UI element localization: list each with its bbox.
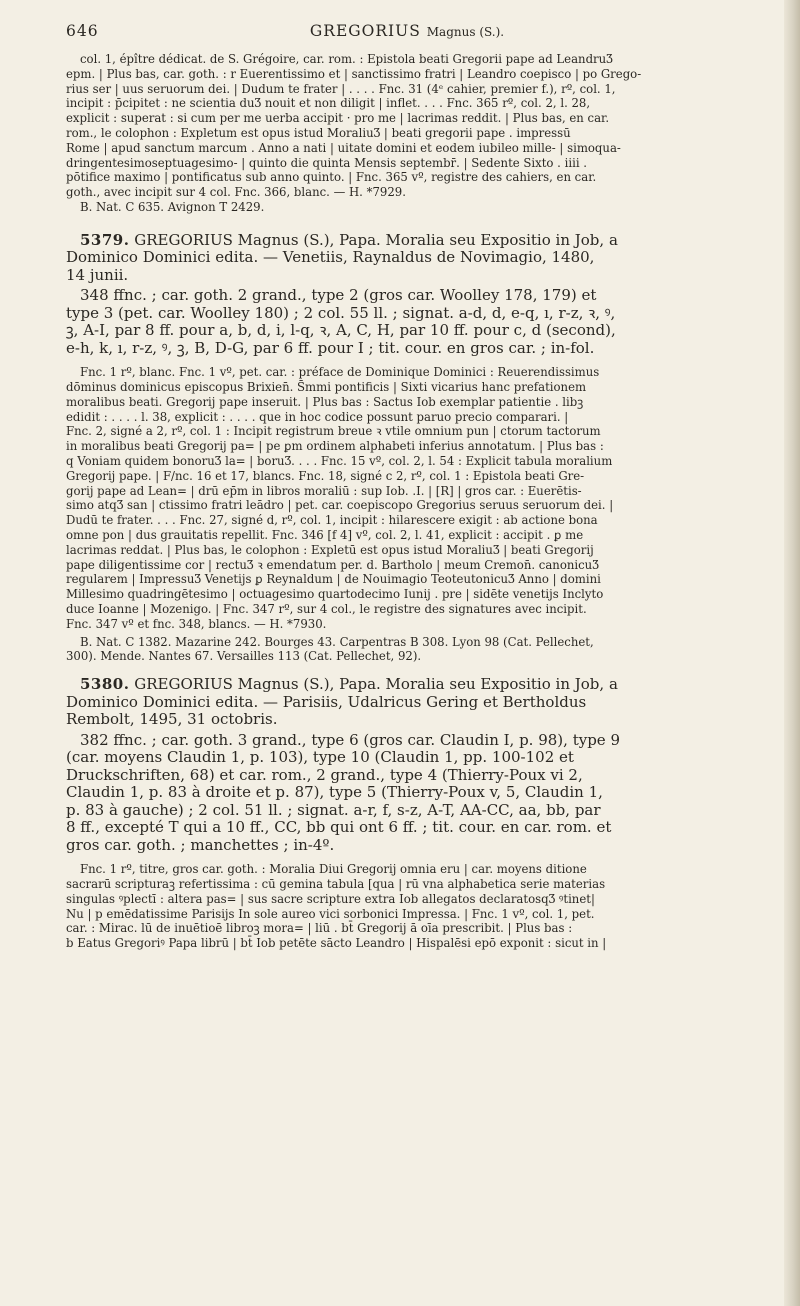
- desc-line: gorij pape ad Lean= | drū ep̄m in libros moraliū : sup Iob. .I. | [R] | gros car. : Euerētis-: [66, 483, 582, 498]
- desc-line: Fnc. 1 rº, titre, gros car. goth. : Moralia Diui Gregorij omnia eru | car. moyens ditione: [80, 862, 587, 877]
- entry-heading-line: 14 junii.: [66, 265, 129, 284]
- desc-line: moralibus beati. Gregorij pape inseruit. | Plus bas : Sactus Iob exemplar patientie . libꝫ: [66, 394, 584, 409]
- desc-line: Fnc. 2, signé a 2, rº, col. 1 : Incipit registrum breue ꝛ vtile omnium pun | ctorum tactorum: [66, 424, 601, 439]
- desc-line: pōtifice maximo | pontificatus sub anno quinto. | Fnc. 365 vº, registre des cahiers, en car.: [66, 170, 597, 185]
- format-line: 348 ffnc. ; car. goth. 2 grand., type 2 (gros car. Woolley 178, 179) et: [80, 286, 597, 305]
- desc-line: simo atqƷ san | ctissimo fratri leādro | pet. car. coepiscopo Gregorius seruus seruorum dei. |: [66, 498, 614, 513]
- entry-5379: [66, 232, 748, 664]
- entry-5380: [66, 676, 748, 951]
- desc-line: duce Ioanne | Mozenigo. | Fnc. 347 rº, sur 4 col., le registre des signatures avec incipit.: [66, 602, 587, 617]
- format-line: Claudin 1, p. 83 à droite et p. 87), type 5 (Thierry-Poux v, 5, Claudin 1,: [66, 783, 603, 802]
- entry-number: 5379.: [80, 230, 130, 249]
- desc-line: edidit : . . . . l. 38, explicit : . . . . que in hoc codice possunt paruo precio comparari. |: [66, 409, 569, 424]
- desc-line: col. 1, épître dédicat. de S. Grégoire, car. rom. : Epistola beati Gregorii pape ad LeandruƷ: [80, 52, 613, 66]
- format-line: (car. moyens Claudin 1, p. 103), type 10 (Claudin 1, pp. 100-102 et: [66, 748, 574, 767]
- desc-line: goth., avec incipit sur 4 col. Fnc. 366, blanc. — H. *7929.: [66, 185, 406, 200]
- format-line: 382 ffnc. ; car. goth. 3 grand., type 6 (gros car. Claudin I, p. 98), type 9: [80, 730, 620, 749]
- entry-heading-line: Rembolt, 1495, 31 octobris.: [66, 710, 278, 729]
- desc-line: sacrarū scripturaꝫ refertissima : cū gemina tabula [qua | rū vna alphabetica serie materias: [66, 877, 606, 891]
- entry-title-text: GREGORIUS Magnus (S.), Papa. Moralia seu Expositio in Job, a: [134, 675, 618, 694]
- entry-heading-line: [66, 232, 748, 250]
- desc-line: dringentesimoseptuagesimo- | quinto die quinta Mensis septembr̄. | Sedente Sixto . iiii .: [66, 155, 587, 170]
- format-line: Druckschriften, 68) et car. rom., 2 grand., type 4 (Thierry-Poux vi 2,: [66, 765, 583, 784]
- desc-line: dōminus dominicus episcopus Brixien̄. S̄mmi pontificis | Sixti vicarius hanc prefationem: [66, 380, 587, 395]
- running-title: [66, 22, 748, 40]
- desc-line: pape diligentissime cor | rectuƷ ꝛ emendatum per. d. Bartholo | meum Cremon̄. canonicuƷ: [66, 557, 599, 572]
- page-number: 646: [66, 22, 99, 40]
- desc-line: Gregorij pape. | F/nc. 16 et 17, blancs. Fnc. 18, signé c 2, rº, col. 1 : Epistola beati Gre-: [66, 468, 585, 483]
- desc-line: Rome | apud sanctum marcum . Anno a nati | uitate domini et eodem iubileo mille- | simoqua-: [66, 140, 621, 155]
- format-line: e-h, k, ı, r-z, ꝰ, ꝫ, B, D-G, par 6 ff. pour I ; tit. cour. en gros car. ; in-fol.: [66, 338, 595, 357]
- desc-line: Dudū te frater. . . . Fnc. 27, signé d, rº, col. 1, incipit : hilarescere exigit : ab actione bona: [66, 513, 598, 528]
- format-line: p. 83 à gauche) ; 2 col. 51 ll. ; signat. a-r, f, s-z, A-T, AA-CC, aa, bb, par: [66, 800, 601, 819]
- format-line: 8 ff., excepté T qui a 10 ff., CC, bb qui ont 6 ff. ; tit. cour. en car. rom. et: [66, 818, 612, 837]
- desc-line: incipit : p̄cipitet : ne scientia duƷ nouit et non diligit | inflet. . . . Fnc. 365 rº, col. 2, l. 28,: [66, 96, 591, 111]
- carryover-description: [66, 52, 748, 215]
- running-header: [66, 22, 748, 52]
- desc-line: singulas ꝰplectī : altera pas= | sus sacre scripture extra Iob allegatos declaratosqƷ ꝰtinet|: [66, 891, 595, 906]
- desc-line: in moralibus beati Gregorij pa= | pe ꝑm ordinem alphabeti inferius annotatum. | Plus bas :: [66, 439, 604, 454]
- library-locations: B. Nat. C 635. Avignon T 2429.: [80, 199, 265, 214]
- entry-title-text: GREGORIUS Magnus (S.), Papa. Moralia seu Expositio in Job, a: [134, 230, 618, 249]
- format-line: ꝫ, A-I, par 8 ff. pour a, b, d, i, l-q, ꝛ, A, C, H, par 10 ff. pour c, d (second),: [66, 321, 616, 340]
- running-title-sub: Magnus (S.).: [426, 25, 505, 39]
- desc-line: regularem | ImpressuƷ Venetijs ꝑ Reynaldum | de Nouimagio TeoteutonicuƷ Anno | domini: [66, 572, 601, 587]
- library-locations: B. Nat. C 1382. Mazarine 242. Bourges 43. Carpentras B 308. Lyon 98 (Cat. Pellechet,: [80, 634, 594, 649]
- desc-line: car. : Mirac. lū de inuētioē libroꝫ mora= | liū . bt̄ Gregorij ā oīa prescribit. | Plus bas :: [66, 921, 573, 936]
- desc-line: omne pon | dus grauitatis repellit. Fnc. 346 [f 4] vº, col. 2, l. 41, explicit : accipit . ꝑ me: [66, 528, 584, 543]
- entry-heading-line: [66, 676, 748, 694]
- desc-line: Nu | p emēdatissime Parisijs In sole aureo vici sorbonici Impressa. | Fnc. 1 vº, col. 1, pet.: [66, 906, 595, 921]
- running-title-main: GREGORIUS: [309, 22, 421, 40]
- desc-line: epm. | Plus bas, car. goth. : r Euerentissimo et | sanctissimo fratri | Leandro coepisco | po Grego-: [66, 66, 642, 81]
- desc-line: q Voniam quidem bonoruƷ la= | boruƷ. . . . Fnc. 15 vº, col. 2, l. 54 : Explicit tabula moralium: [66, 454, 613, 469]
- entry-heading-line: Dominico Dominici edita. — Venetiis, Raynaldus de Novimagio, 1480,: [66, 248, 595, 267]
- library-locations: 300). Mende. Nantes 67. Versailles 113 (Cat. Pellechet, 92).: [66, 649, 422, 664]
- desc-line: explicit : superat : si cum per me uerba accipit · pro me | lacrimas reddit. | Plus bas, en car.: [66, 111, 610, 126]
- page-edge-shadow: [784, 0, 800, 1306]
- desc-line: b Eatus Gregoriꝰ Papa librū | bt̄ Iob petēte sācto Leandro | Hispalēsi epō exponit : sicut in |: [66, 936, 607, 951]
- desc-line: Fnc. 347 vº et fnc. 348, blancs. — H. *7930.: [66, 616, 327, 631]
- format-line: type 3 (pet. car. Woolley 180) ; 2 col. 55 ll. ; signat. a-d, d, e-q, ı, r-z, ꝛ, ꝰ,: [66, 303, 616, 322]
- desc-line: rom., le colophon : Expletum est opus istud MoraliuƷ | beati gregorii pape . impressū: [66, 125, 571, 140]
- desc-line: lacrimas reddat. | Plus bas, le colophon : Expletū est opus istud MoraliuƷ | beati Gregorij: [66, 542, 594, 557]
- entry-heading-line: Dominico Dominici edita. — Parisiis, Udalricus Gering et Bertholdus: [66, 692, 587, 711]
- entry-number: 5380.: [80, 675, 130, 694]
- format-line: gros car. goth. ; manchettes ; in-4º.: [66, 835, 335, 854]
- desc-line: Millesimo quadringētesimo | octuagesimo quartodecimo Iunij . pre | sidēte venetijs Inclyto: [66, 587, 604, 602]
- desc-line: rius ser | uus seruorum dei. | Dudum te frater | . . . . Fnc. 31 (4ᵉ cahier, premier f.), rº, col. 1,: [66, 81, 616, 96]
- desc-line: Fnc. 1 rº, blanc. Fnc. 1 vº, pet. car. : préface de Dominique Dominici : Reuerendissimus: [80, 365, 600, 380]
